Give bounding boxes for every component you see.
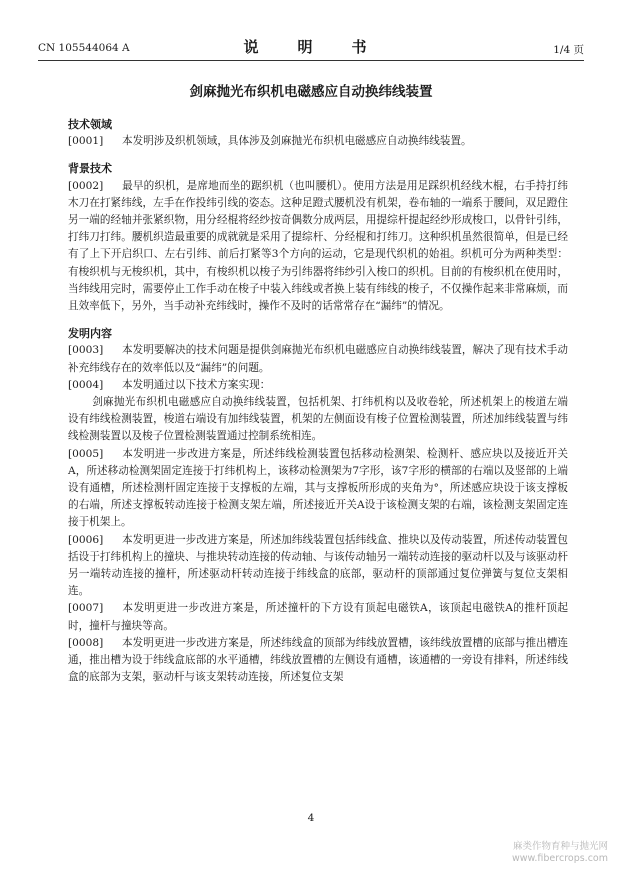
paragraph-text: 本发明更进一步改进方案是，所述撞杆的下方设有顶起电磁铁A，该顶起电磁铁A的推杆顶起时，撞杆与撞块等高。 — [68, 602, 568, 632]
paragraph — [68, 178, 568, 316]
paragraph — [68, 600, 568, 634]
paragraph — [68, 133, 568, 150]
page-info: 1/4 页 — [553, 44, 584, 56]
paragraph — [68, 446, 568, 532]
paragraph-text: 本发明更进一步改进方案是，所述加纬线装置包括纬线盒、推块以及传动装置，所述传动装置包括设于打纬机构上的撞块、与推块转动连接的传动轴、与该传动轴另一端转动连接的驱动杆以及与该驱动杆另一端转动连接的撞杆，所述驱动杆转动连接于纬线盒的底部，驱动杆的顶部通过复位弹簧与复位支架相连。 — [68, 533, 568, 598]
watermark-line-2: www.fibercrops.com — [511, 853, 608, 864]
section-heading: 背景技术 — [68, 162, 112, 176]
page-header — [38, 38, 584, 60]
page-number: 4 — [307, 812, 315, 824]
paragraph-text: 剑麻抛光布织机电磁感应自动换纬线装置，包括机架、打纬机构以及收卷轮，所述机架上的梭道左端设有纬线检测装置，梭道右端设有加纬线装置，机架的左侧面设有梭子位置检测装置，所述加纬线装置与纬线检测装置以及梭子位置检测装置通过控制系统相连。 — [68, 396, 568, 443]
document-title: 剑麻抛光布织机电磁感应自动换纬线装置 — [189, 84, 433, 100]
doc-type-title: 说 明 书 — [243, 38, 379, 56]
section-heading: 技术领域 — [68, 118, 112, 131]
paragraph-text: 本发明要解决的技术问题是提供剑麻抛光布织机电磁感应自动换纬线装置，解决了现有技术手动补充纬线存在的效率低以及“漏纬”的问题。 — [68, 344, 568, 374]
paragraph-number: [0002] — [68, 179, 104, 192]
document-body — [68, 116, 568, 687]
watermark-line-1: 麻类作物育种与抛光网 — [512, 841, 608, 852]
paragraph — [68, 635, 568, 687]
paragraph-number: [0004] — [68, 378, 104, 391]
paragraph-number: [0001] — [68, 135, 104, 148]
paragraph-text: 最早的织机，是席地而坐的踞织机（也叫腰机）。使用方法是用足踩织机经线木棍，右手持打纬木刀在打紧纬线，左手在作投纬引线的姿态。这种足蹬式腰机没有机架，卷布轴的一端系于腰间，双足蹬住另一端的经轴并张紧织物，用分经棍将经纱按奇偶数分成两层，用提综杆提起经纱形成梭口，以骨针引纬，打纬刀打纬。腰机织造最重要的成就就是采用了提综杆、分经棍和打纬刀。这种织机虽然很简单，但是已经有了上下开启织口、左右引纬、前后打紧等3个方向的运动，它是现代织机的始祖。织机可分为两种类型：有梭织机与无梭织机，其中，有梭织机以梭子为引纬器将纬纱引入梭口的织机。目前的有梭织机在使用时，当纬线用完时，需要停止工作手动在梭子中装入纬线或者换上装有纬线的梭子，不仅操作起来非常麻烦，而且效率低下，另外，当手动补充纬线时，操作不及时的话常常存在“漏纬”的情况。 — [68, 179, 568, 313]
watermark — [512, 841, 608, 865]
paragraph-text: 本发明进一步改进方案是，所述纬线检测装置包括移动检测架、检测杆、感应块以及接近开关A，所述移动检测架固定连接于打纬机构上，该移动检测架为7字形，该7字形的横部的右端以及竖部的上端设有通槽，所述检测杆固定连接于支撑板的左端，其与支撑板所形成的夹角为°，所述感应块设于该支撑板的右端，所述支撑板转动连接于检测支架左端，所述接近开关A设于该检测支架的右端，该检测支架固定连接于机架上。 — [68, 447, 568, 529]
paragraph-number: [0005] — [68, 447, 104, 460]
section-heading: 发明内容 — [68, 327, 112, 341]
paragraph-text: 本发明通过以下技术方案实现： — [122, 378, 271, 391]
paragraph-text: 本发明涉及织机领域，具体涉及剑麻抛光布织机电磁感应自动换纬线装置。 — [122, 135, 472, 148]
header-rule — [38, 60, 584, 61]
paragraph — [68, 342, 568, 376]
paragraph-text: 本发明更进一步改进方案是，所述纬线盒的顶部为纬线放置槽，该纬线放置槽的底部与推出槽连通，推出槽为设于纬线盒底部的水平通槽，纬线放置槽的左侧设有通槽，该通槽的一旁设有排料，所述纬线盒的底部为支架，驱动杆与该支架转动连接，所述复位支架 — [68, 636, 568, 684]
paragraph-number: [0008] — [68, 636, 104, 649]
patent-number: CN 105544064 A — [38, 42, 130, 54]
paragraph-number: [0006] — [68, 533, 104, 546]
paragraph — [68, 532, 568, 601]
paragraph — [68, 377, 568, 394]
paragraph — [68, 394, 568, 446]
paragraph-number: [0003] — [68, 344, 104, 357]
paragraph-number: [0007] — [68, 602, 104, 615]
